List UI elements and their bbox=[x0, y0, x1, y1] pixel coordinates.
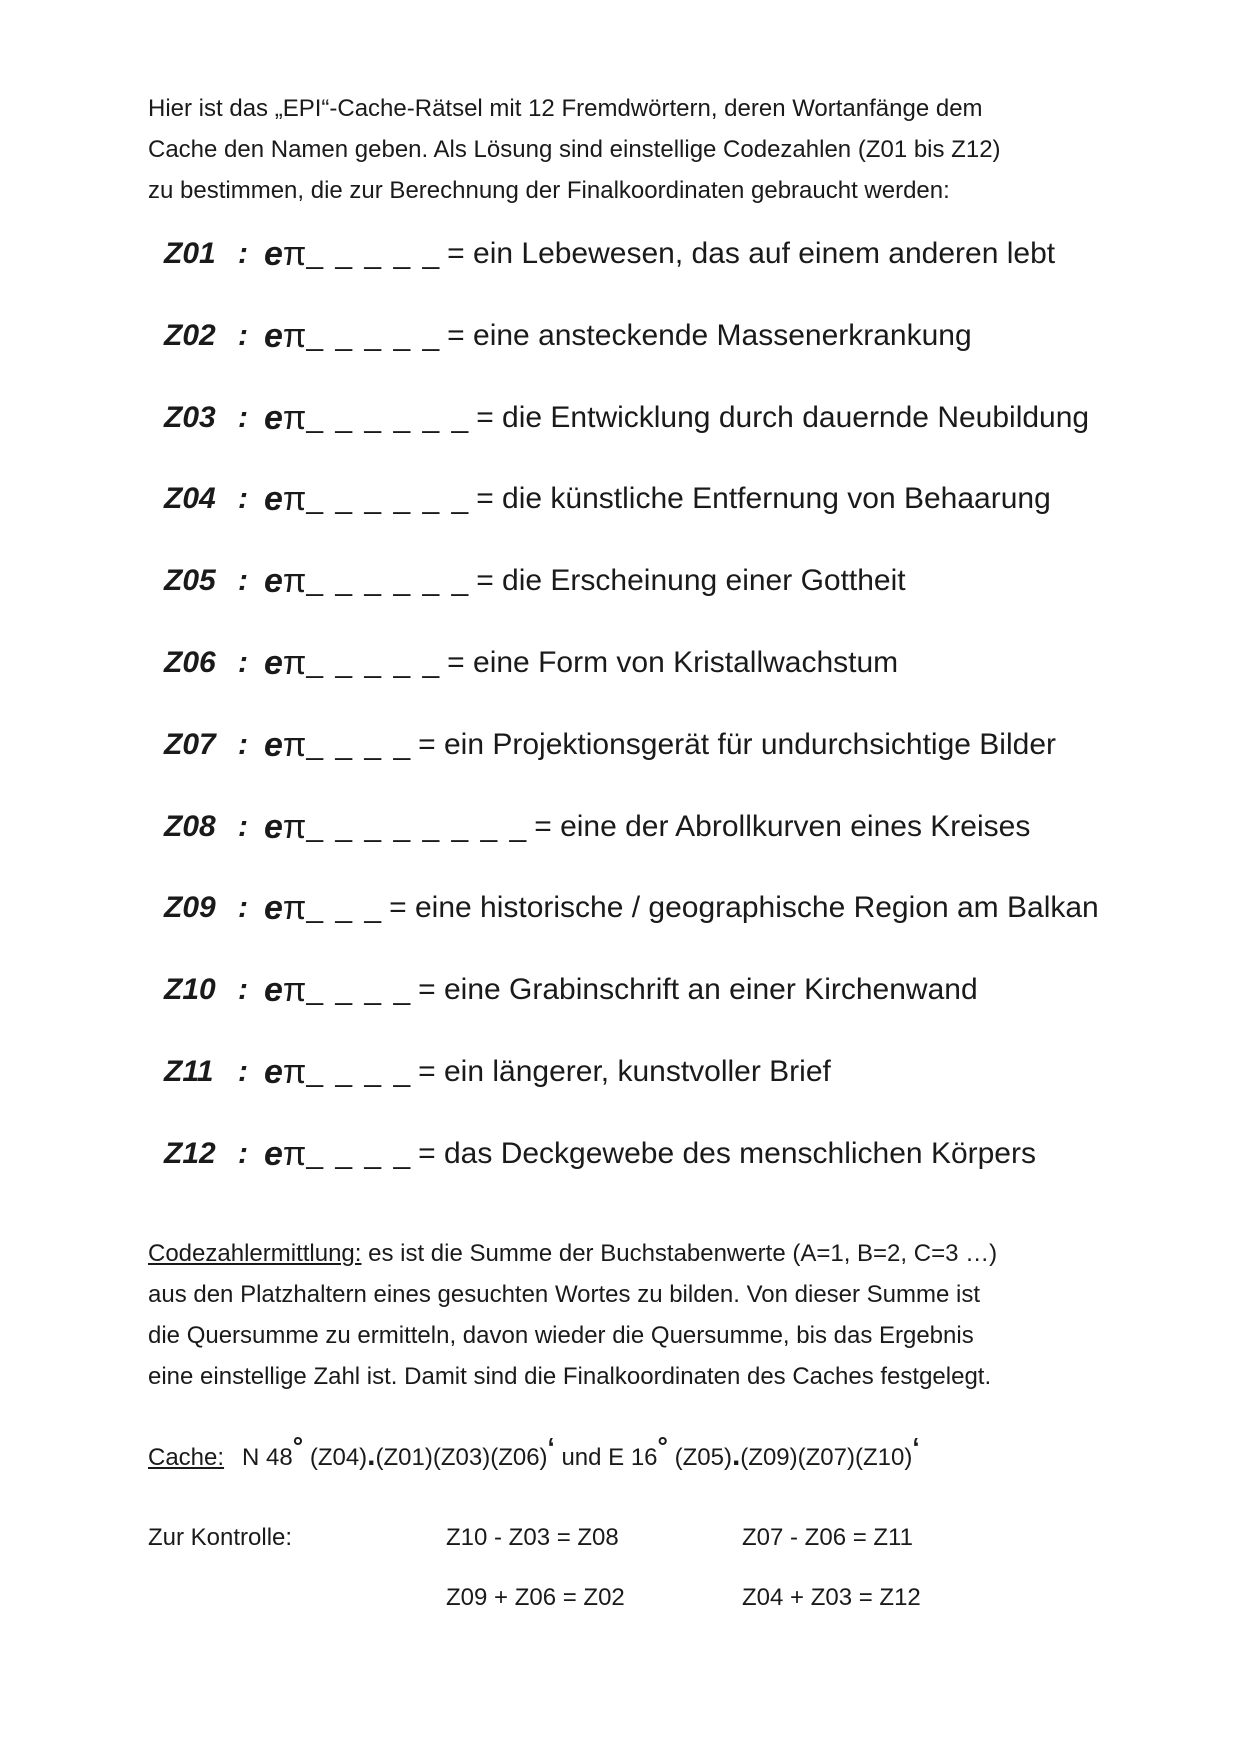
control-equation-4: Z04 + Z03 = Z12 bbox=[742, 1584, 921, 1611]
method-heading: Codezahlermittlung: bbox=[148, 1240, 362, 1267]
riddle-label: Z11 bbox=[164, 1054, 214, 1088]
riddle-definition: = ein längerer, kunstvoller Brief bbox=[418, 1054, 831, 1088]
riddle-label: Z03 bbox=[164, 400, 216, 434]
riddle-definition: = eine historische / geographische Region am Balkan bbox=[389, 891, 1099, 925]
riddle-label: Z08 bbox=[164, 809, 216, 843]
riddle-prefix: eπ bbox=[264, 1134, 307, 1173]
riddle-colon: : bbox=[238, 809, 248, 843]
riddle-prefix: eπ bbox=[264, 971, 307, 1010]
riddle-blanks: _ _ _ _ _ bbox=[306, 237, 442, 270]
riddle-prefix: eπ bbox=[264, 1052, 307, 1091]
riddle-blanks: _ _ _ _ _ bbox=[306, 645, 442, 679]
riddle-blanks: _ _ _ _ _ _ _ _ bbox=[306, 809, 529, 843]
control-equation-3: Z09 + Z06 = Z02 bbox=[446, 1584, 625, 1611]
riddle-definition: = eine Grabinschrift an einer Kirchenwand bbox=[418, 973, 978, 1007]
riddle-prefix: eπ bbox=[264, 562, 307, 601]
riddle-prefix: eπ bbox=[264, 807, 307, 846]
cache-label: Cache: bbox=[148, 1444, 225, 1471]
riddle-blanks: _ _ _ _ _ _ bbox=[306, 564, 471, 598]
riddle-item-z08 bbox=[164, 809, 1204, 891]
cache-coordinates bbox=[148, 1431, 920, 1478]
riddle-definition: = das Deckgewebe des menschlichen Körpers bbox=[418, 1136, 1036, 1170]
riddle-colon: : bbox=[238, 318, 248, 352]
riddle-colon: : bbox=[238, 237, 248, 270]
intro-line-1: Hier ist das „EPI“-Cache-Rätsel mit 12 Fremdwörtern, deren Wortanfänge dem bbox=[148, 95, 983, 122]
riddle-prefix: eπ bbox=[264, 643, 307, 682]
riddle-item-z04 bbox=[164, 481, 1204, 563]
riddle-colon: : bbox=[238, 973, 248, 1007]
east-coordinate: und E 16° (Z05).(Z09)(Z07)(Z10)‘ bbox=[554, 1431, 920, 1472]
intro-paragraph bbox=[148, 88, 1148, 211]
riddle-label: Z09 bbox=[164, 891, 216, 925]
riddle-label: Z02 bbox=[164, 318, 216, 352]
riddle-item-z01 bbox=[164, 236, 1204, 318]
riddle-blanks: _ _ _ _ _ _ bbox=[306, 482, 471, 516]
riddle-label: Z04 bbox=[164, 482, 216, 516]
riddle-prefix: eπ bbox=[264, 480, 307, 519]
riddle-definition: = die Erscheinung einer Gottheit bbox=[476, 564, 906, 598]
method-line-4: eine einstellige Zahl ist. Damit sind die Finalkoordinaten des Caches festgelegt. bbox=[148, 1363, 992, 1390]
riddle-colon: : bbox=[238, 727, 248, 761]
riddle-colon: : bbox=[238, 645, 248, 679]
riddle-blanks: _ _ _ _ _ bbox=[306, 318, 442, 352]
riddle-item-z11 bbox=[164, 1054, 1204, 1136]
riddle-blanks: _ _ _ _ _ _ bbox=[306, 400, 471, 434]
riddle-item-z06 bbox=[164, 645, 1204, 727]
intro-line-2: Cache den Namen geben. Als Lösung sind einstellige Codezahlen (Z01 bis Z12) bbox=[148, 136, 1001, 163]
riddle-prefix: eπ bbox=[264, 398, 307, 437]
north-coordinate: N 48° (Z04).(Z01)(Z03)(Z06)‘ bbox=[242, 1431, 555, 1472]
riddle-label: Z12 bbox=[164, 1136, 216, 1170]
riddle-blanks: _ _ _ _ bbox=[306, 1054, 413, 1088]
riddle-item-z07 bbox=[164, 727, 1204, 809]
riddle-colon: : bbox=[238, 400, 248, 434]
riddle-blanks: _ _ _ _ bbox=[306, 1136, 413, 1170]
riddle-item-z02 bbox=[164, 318, 1204, 400]
riddle-prefix: eπ bbox=[264, 725, 307, 764]
riddle-definition: = die Entwicklung durch dauernde Neubildung bbox=[476, 400, 1090, 434]
riddle-item-z12 bbox=[164, 1136, 1204, 1218]
riddle-blanks: _ _ _ bbox=[306, 891, 384, 925]
riddle-definition: = die künstliche Entfernung von Behaarung bbox=[476, 482, 1051, 516]
intro-line-3: zu bestimmen, die zur Berechnung der Finalkoordinaten gebraucht werden: bbox=[148, 177, 950, 204]
riddle-item-z03 bbox=[164, 400, 1204, 482]
control-label: Zur Kontrolle: bbox=[148, 1524, 293, 1551]
riddle-prefix: eπ bbox=[264, 316, 307, 355]
control-equation-2: Z07 - Z06 = Z11 bbox=[742, 1524, 913, 1551]
riddle-definition: = eine ansteckende Massenerkrankung bbox=[447, 318, 972, 352]
riddle-definition: = ein Lebewesen, das auf einem anderen lebt bbox=[447, 237, 1056, 270]
riddle-blanks: _ _ _ _ bbox=[306, 727, 413, 761]
riddle-prefix: eπ bbox=[264, 235, 307, 273]
riddle-label: Z10 bbox=[164, 973, 216, 1007]
method-line-2: aus den Platzhaltern eines gesuchten Wortes zu bilden. Von dieser Summe ist bbox=[148, 1281, 981, 1308]
control-equation-1: Z10 - Z03 = Z08 bbox=[446, 1524, 619, 1551]
riddle-definition: = eine Form von Kristallwachstum bbox=[447, 645, 899, 679]
riddle-item-z09 bbox=[164, 890, 1204, 972]
riddle-item-z10 bbox=[164, 972, 1204, 1054]
riddle-label: Z07 bbox=[164, 727, 216, 761]
method-line-3: die Quersumme zu ermitteln, davon wieder die Quersumme, bis das Ergebnis bbox=[148, 1322, 974, 1349]
riddle-label: Z01 bbox=[164, 237, 216, 270]
riddle-prefix: eπ bbox=[264, 889, 307, 928]
riddle-colon: : bbox=[238, 482, 248, 516]
riddle-colon: : bbox=[238, 564, 248, 598]
riddle-colon: : bbox=[238, 891, 248, 925]
riddle-label: Z05 bbox=[164, 564, 216, 598]
riddle-label: Z06 bbox=[164, 645, 216, 679]
riddle-colon: : bbox=[238, 1054, 248, 1088]
method-line-1: Codezahlermittlung: es ist die Summe der Buchstabenwerte (A=1, B=2, C=3 …) bbox=[148, 1240, 998, 1267]
riddle-list bbox=[164, 236, 1204, 1218]
riddle-definition: = eine der Abrollkurven eines Kreises bbox=[534, 809, 1031, 843]
riddle-colon: : bbox=[238, 1136, 248, 1170]
riddle-blanks: _ _ _ _ bbox=[306, 973, 413, 1007]
code-method-paragraph bbox=[148, 1233, 1148, 1397]
riddle-item-z05 bbox=[164, 563, 1204, 645]
riddle-definition: = ein Projektionsgerät für undurchsichtige Bilder bbox=[418, 727, 1056, 761]
